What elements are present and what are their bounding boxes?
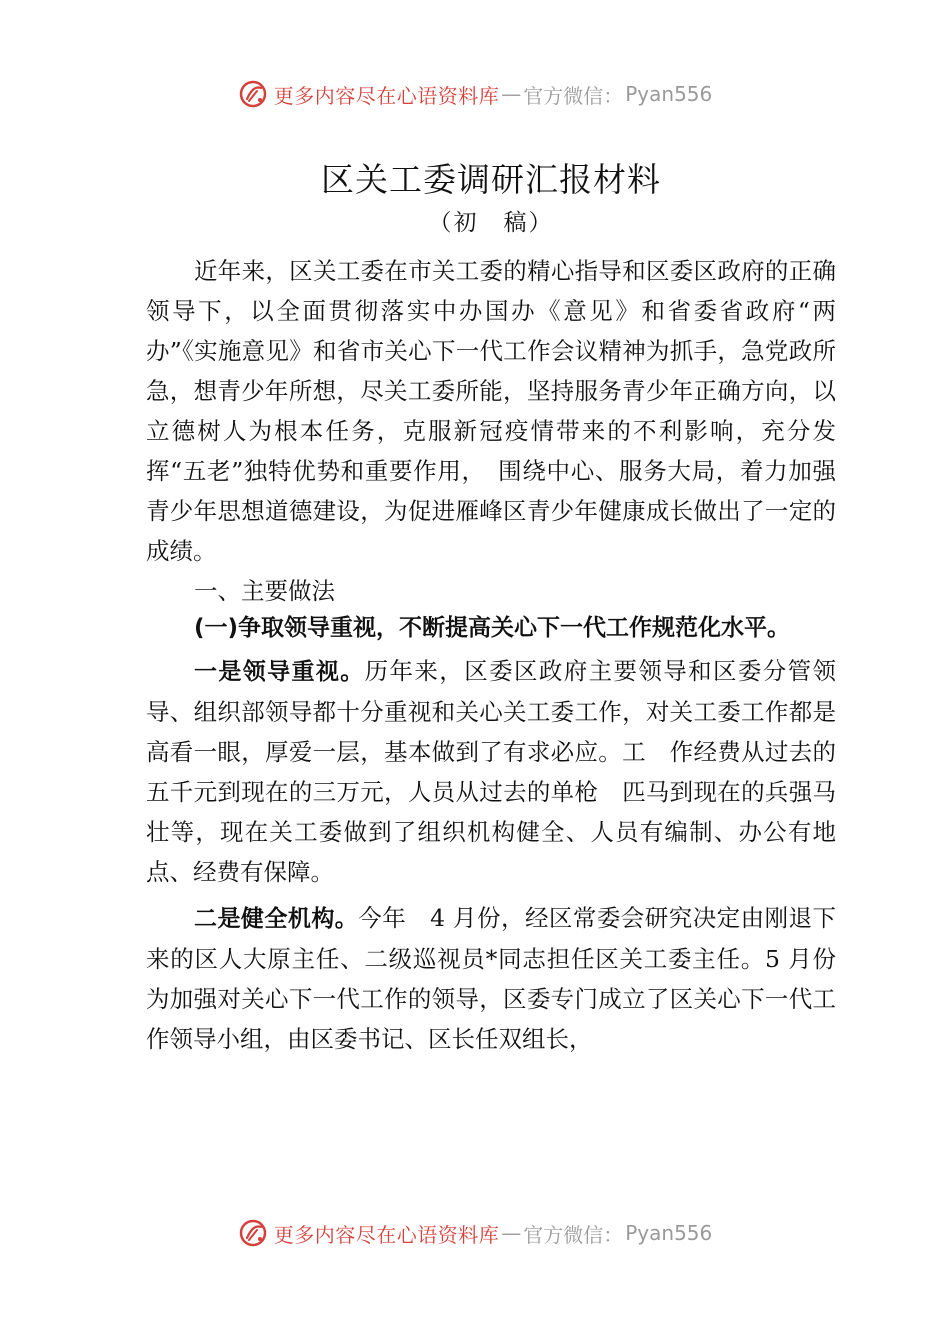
- point-paragraph-1: [146, 651, 836, 892]
- logo-icon: [238, 79, 268, 109]
- subsection-heading: (一)争取领导重视，不断提高关心下一代工作规范化水平。: [194, 615, 791, 641]
- watermark-brand: 更多内容尽在心语资料库: [273, 83, 500, 108]
- document-body: [146, 155, 836, 1059]
- section-heading: 一、主要做法: [194, 577, 335, 605]
- document-subtitle: （初 稿）: [428, 210, 554, 236]
- document-title: 区关工委调研汇报材料: [321, 160, 661, 199]
- watermark-header: [0, 74, 950, 114]
- watermark-separator: —: [501, 1221, 522, 1245]
- watermark-label: 官方微信：: [523, 1222, 624, 1247]
- watermark-wechat-id: Pyan556: [625, 82, 713, 106]
- point-paragraph-2: [146, 898, 836, 1059]
- watermark-label: 官方微信：: [523, 83, 624, 108]
- logo-icon: [238, 1218, 268, 1248]
- watermark-separator: —: [501, 82, 522, 106]
- watermark-footer: [0, 1213, 950, 1253]
- point-text-2: 今年 4 月份，经区常委会研究决定由刚退下来的区人大原主任、二级巡视员*同志担任区关工委主任。5 月份为加强对关心下一代工作的领导，区委专门成立了区关心下一代工作领导小组，由区委书记、区长任双组长，: [146, 904, 837, 1053]
- point-text-1: 历年来，区委区政府主要领导和区委分管领导、组织部领导都十分重视和关心关工委工作，对关工委工作都是高看一眼，厚爱一层，基本做到了有求必应。工 作经费从过去的五千元到现在的三万元，人员从过去的单枪 匹马到现在的兵强马壮等，现在关工委做到了组织机构健全、人员有编制、办公有地点、经费有保障。: [146, 657, 837, 886]
- watermark-wechat-id: Pyan556: [625, 1221, 713, 1245]
- point-lead-2: 二是健全机构。: [194, 906, 359, 932]
- point-lead-1: 一是领导重视。: [194, 659, 365, 685]
- intro-paragraph: 近年来，区关工委在市关工委的精心指导和区委区政府的正确领导下，以全面贯彻落实中办国办《意见》和省委省政府“两办”《实施意见》和省市关心下一代工作会议精神为抓手，急党政所急，想青少年所想，尽关工委所能，坚持服务青少年正确方向，以立德树人为根本任务，克服新冠疫情带来的不利影响，充分发挥“五老”独特优势和重要作用， 围绕中心、服务大局，着力加强青少年思想道德建设，为促进雁峰区青少年健康成长做出了一定的成绩。: [146, 257, 836, 565]
- watermark-brand: 更多内容尽在心语资料库: [273, 1222, 500, 1247]
